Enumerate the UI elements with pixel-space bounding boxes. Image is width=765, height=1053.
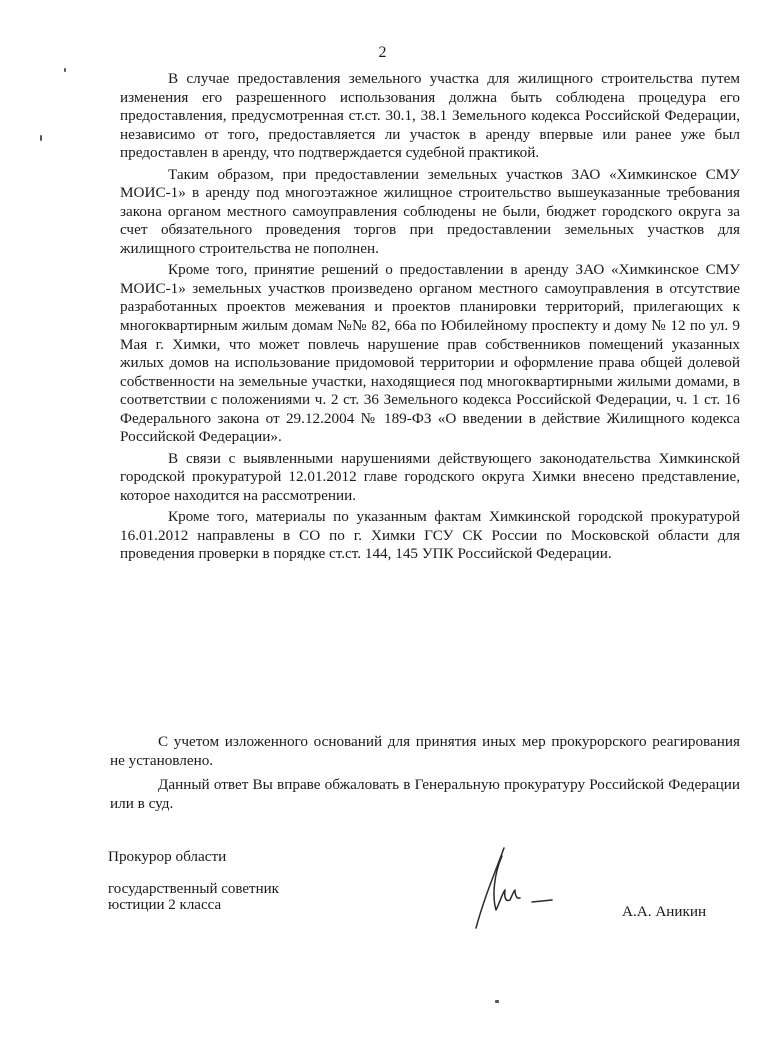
closing-section [110, 733, 740, 819]
scan-speck [495, 1000, 499, 1003]
closing-paragraph: Данный ответ Вы вправе обжаловать в Генеральную прокуратуру Российской Федерации или в суд. [110, 776, 740, 812]
signer-rank-line: государственный советник [108, 881, 279, 897]
paragraph: Кроме того, принятие решений о предоставлении в аренду ЗАО «Химкинское СМУ МОИС-1» земельных участков произведено органом местного самоуправления в отсутствие разработанных проектов межевания и проектов планировки территорий, прилегающих к многоквартирным жилым домам №№ 82, 66а по Юбилейному проспекту и дому № 12 по ул. 9 Мая г. Химки, что может повлечь нарушение прав собственников помещений указанных жилых домов на использование придомовой территории и оформление права общей долевой собственности на земельные участки, находящиеся под многоквартирными жилыми домами, в соответствии с положениями ч. 2 ст. 36 Земельного кодекса Российской Федерации, ч. 1 ст. 16 Федерального закона от 29.12.2004 № 189-ФЗ «О введении в действие Жилищного кодекса Российской Федерации». [120, 261, 740, 446]
paragraph: Таким образом, при предоставлении земельных участков ЗАО «Химкинское СМУ МОИС-1» в аренду под многоэтажное жилищное строительство вышеуказанные требования закона органом местного самоуправления соблюдены не были, бюджет городского округа за счет обязательного проведения торгов при предоставлении земельных участков для жилищного строительства не пополнен. [120, 165, 740, 257]
signer-rank [108, 881, 279, 913]
closing-paragraph: С учетом изложенного оснований для принятия иных мер прокурорского реагирования не установлено. [110, 733, 740, 769]
scan-speck [64, 68, 66, 72]
scan-speck [40, 135, 42, 141]
letter-body [120, 70, 740, 566]
signer-rank-line: юстиции 2 класса [108, 897, 222, 913]
signer-name: А.А. Аникин [622, 903, 707, 920]
page-number: 2 [378, 44, 387, 61]
paragraph: Кроме того, материалы по указанным фактам Химкинской городской прокуратурой 16.01.2012 направлены в СО по г. Химки ГСУ СК России по Московской области для проведения проверки в порядке ст.ст. 144, 145 УПК Российской Федерации. [120, 508, 740, 563]
paragraph: В связи с выявленными нарушениями действующего законодательства Химкинской городской прокуратурой 12.01.2012 главе городского округа Химки внесено представление, которое находится на рассмотрении. [120, 449, 740, 504]
signer-position: Прокурор области [108, 848, 227, 865]
paragraph: В случае предоставления земельного участка для жилищного строительства путем изменения его разрешенного использования должна быть соблюдена процедура его предоставления, предусмотренная ст.ст. 30.1, 38.1 Земельного кодекса Российской Федерации, независимо от того, предоставляется ли участок в аренду впервые или ранее уже был предоставлен в аренду, что подтверждается судебной практикой. [120, 70, 740, 162]
handwritten-signature [470, 840, 560, 935]
